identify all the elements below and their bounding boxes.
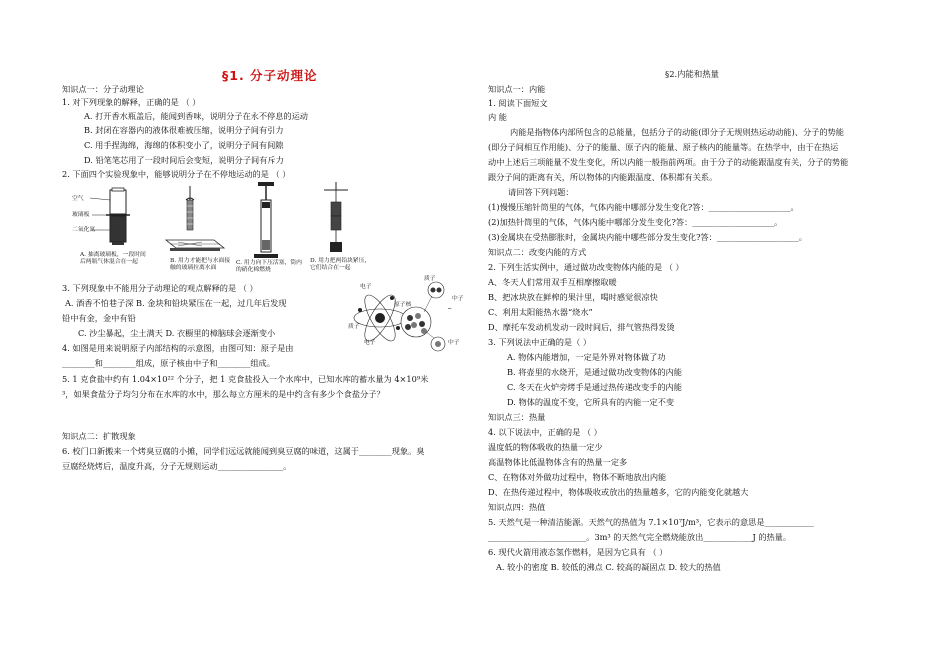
right-a3: (3)金属块在受热膨胀时，金属块内能中哪些部分发生变化?答：____________________。	[488, 232, 807, 242]
figure-atom	[340, 276, 470, 352]
right-subtitle: 内 能	[488, 112, 507, 122]
left-title: §1. 分子动理论	[222, 68, 318, 83]
right-q4-b: 高温物体比低温物体含有的热量一定多	[488, 457, 628, 467]
right-q4: 4. 以下说法中，正确的是 （ ）	[488, 427, 602, 437]
left-q1-b: B. 封闭在容器内的液体很难被压缩，说明分子间有引力	[84, 125, 284, 135]
caption-b: B. 用力才能把与水面接触的玻璃拉离水面	[170, 258, 231, 271]
right-knowledge-2: 知识点二：改变内能的方式	[488, 247, 587, 257]
right-q2-a: A、冬天人们常用双手互相摩擦取暖	[488, 277, 617, 287]
figure-b	[160, 186, 230, 272]
right-q3-b: B. 将壶里的水烧开，是通过做功改变物体的内能	[507, 367, 682, 377]
left-q6-b: 豆腐经烧烤后，温度升高，分子无规则运动________________。	[62, 461, 292, 471]
right-q3-c: C. 冬天在火炉旁烤手是通过热传递改变手的内能	[507, 382, 682, 392]
figure-d	[310, 182, 374, 274]
atom-electron2-label: 电子	[364, 340, 376, 346]
atom-electron-label: 电子	[360, 284, 372, 290]
right-q3-a: A. 物体内能增加，一定是外界对物体做了功	[507, 352, 666, 362]
figure-a	[72, 188, 152, 270]
left-q3-ab2: 铅中有金，金中有铅	[62, 313, 136, 323]
left-q3-ab: A. 酒香不怕巷子深 B. 金块和铅块紧压在一起，过几年后发现	[65, 298, 287, 308]
left-q3-cd: C. 沙尘暴起，尘土满天 D. 衣橱里的樟脑球会逐渐变小	[78, 328, 276, 338]
right-knowledge-3: 知识点三：热量	[488, 412, 546, 422]
right-q4-c: C、在物体对外做功过程中，物体不断地放出内能	[488, 472, 667, 482]
right-q4-d: D、在热传递过程中，物体吸收或放出的热量越多，它的内能变化就越大	[488, 487, 749, 497]
right-q1: 1. 阅读下面短文	[488, 98, 548, 108]
right-q4-a: 温度低的物体吸收的热量一定少	[488, 442, 603, 452]
left-q1-c: C. 用手捏海绵，海绵的体积变小了，说明分子间有间隙	[84, 140, 284, 150]
caption-a: A. 抽离玻璃板，一段时间后两瓶气体混合在一起	[80, 252, 146, 265]
left-knowledge-2: 知识点二：扩散现象	[62, 431, 136, 441]
svg-text:─: ─	[448, 306, 452, 312]
atom-proton-label: 质子	[424, 276, 436, 282]
right-para-2: (即分子间相互作用能)、分子的能量、原子内的能量、原子核内的能量等。在热学中，由于在热运	[488, 142, 839, 152]
left-q2: 2. 下面四个实验现象中，能够说明分子在不停地运动的是 （ ）	[62, 169, 291, 179]
right-a2: (2)加热针筒里的气体，气体内能中哪部分发生变化?答：____________________。	[488, 217, 783, 227]
left-q5: 5. 1 克食盐中约有 1.04×10²² 个分子，把 1 克食盐投入一个水库中，已知水库的蓄水量为 4×10⁹米	[62, 374, 429, 384]
right-a1: (1)慢慢压缩针筒里的气体，气体内能中哪部分发生变化?答：____________________。	[488, 202, 799, 212]
atom-neutron2-label: 中子	[448, 340, 460, 346]
left-q4-b: ________和________组成，原子核由中子和________组成。	[62, 358, 275, 368]
atom-neutron-label: 中子	[452, 296, 464, 302]
left-q1-d: D. 铅笔笔芯用了一段时间后会变短，说明分子间有斥力	[84, 155, 284, 165]
caption-c: C. 用力向下压活塞，筒内的硝化棉燃烧	[236, 260, 302, 273]
right-title: §2.内能和热量	[665, 69, 720, 79]
right-q6: 6. 现代火箭用液态氢作燃料，是因为它具有 （ ）	[488, 547, 668, 557]
right-para-1: 内能是指物体内部所包含的总能量，包括分子的动能(即分子无规则热运动动能)、分子的势能	[510, 127, 844, 137]
left-q4: 4. 如图是用来说明原子内部结构的示意图，由图可知：原子是由	[62, 343, 294, 353]
right-q3-d: D. 物体的温度不变，它所具有的内能一定不变	[507, 397, 675, 407]
atom-nucleus-label: 原子核	[394, 302, 412, 308]
atom-proton2-label: 质子	[348, 324, 360, 330]
right-q5: 5. 天然气是一种清洁能源。天然气的热值为 7.1×10⁷J/m³，它表示的意思是____________	[488, 517, 814, 527]
left-knowledge-1: 知识点一：分子动理论	[62, 84, 144, 94]
right-q3: 3. 下列说法中正确的是（ ）	[488, 337, 592, 347]
right-ask: 请回答下列问题：	[508, 187, 574, 197]
label-no2: 二氧化氮	[72, 227, 96, 233]
left-q1-a: A. 打开香水瓶盖后，能闻到香味，说明分子在永不停息的运动	[84, 111, 308, 121]
right-q2-c: C、利用太阳能热水器“烧水”	[488, 307, 593, 317]
right-knowledge-4: 知识点四：热值	[488, 502, 546, 512]
caption-d: D. 用力把两铅块紧压，它们结合在一起	[310, 258, 371, 271]
right-para-4: 跟分子间的距离有关，所以物体的内能跟温度、体积都有关系。	[488, 172, 718, 182]
right-q2-d: D、摩托车发动机发动一段时间后，排气管热得发烫	[488, 322, 675, 332]
right-q2-b: B、把冰块放在鲜榨的果汁里，喝时感觉很凉快	[488, 292, 658, 302]
right-q5-b: ________________________。3m³ 的天然气完全燃烧能放出____________J 的热量。	[488, 532, 792, 542]
figure-c	[236, 182, 306, 274]
left-q3: 3. 下列现象中不能用分子动理论的观点解释的是 （ ）	[62, 283, 258, 293]
label-air: 空气	[72, 196, 84, 202]
right-knowledge-1: 知识点一：内能	[488, 84, 546, 94]
left-q6: 6. 校门口新搬来一个烤臭豆腐的小摊，同学们远远就能闻到臭豆腐的味道，这属于________现象。臭	[62, 446, 425, 456]
left-q5-b: ³，如果食盐分子均匀分布在水库的水中，那么每立方厘米的是中约含有多少个食盐分子？	[62, 389, 385, 399]
left-q1: 1. 对下列现象的解释，正确的是 （ ）	[62, 97, 201, 107]
right-q2: 2. 下列生活实例中，通过做功改变物体内能的是 （ ）	[488, 262, 684, 272]
right-q6-options: A. 较小的密度 B. 较低的沸点 C. 较高的凝固点 D. 较大的热值	[496, 562, 721, 572]
right-para-3: 动中上述后三项能量不发生变化，所以内能一般指前两项。由于分子的动能跟温度有关，分子的势能	[488, 157, 849, 167]
label-glass: 玻璃板	[72, 212, 90, 218]
